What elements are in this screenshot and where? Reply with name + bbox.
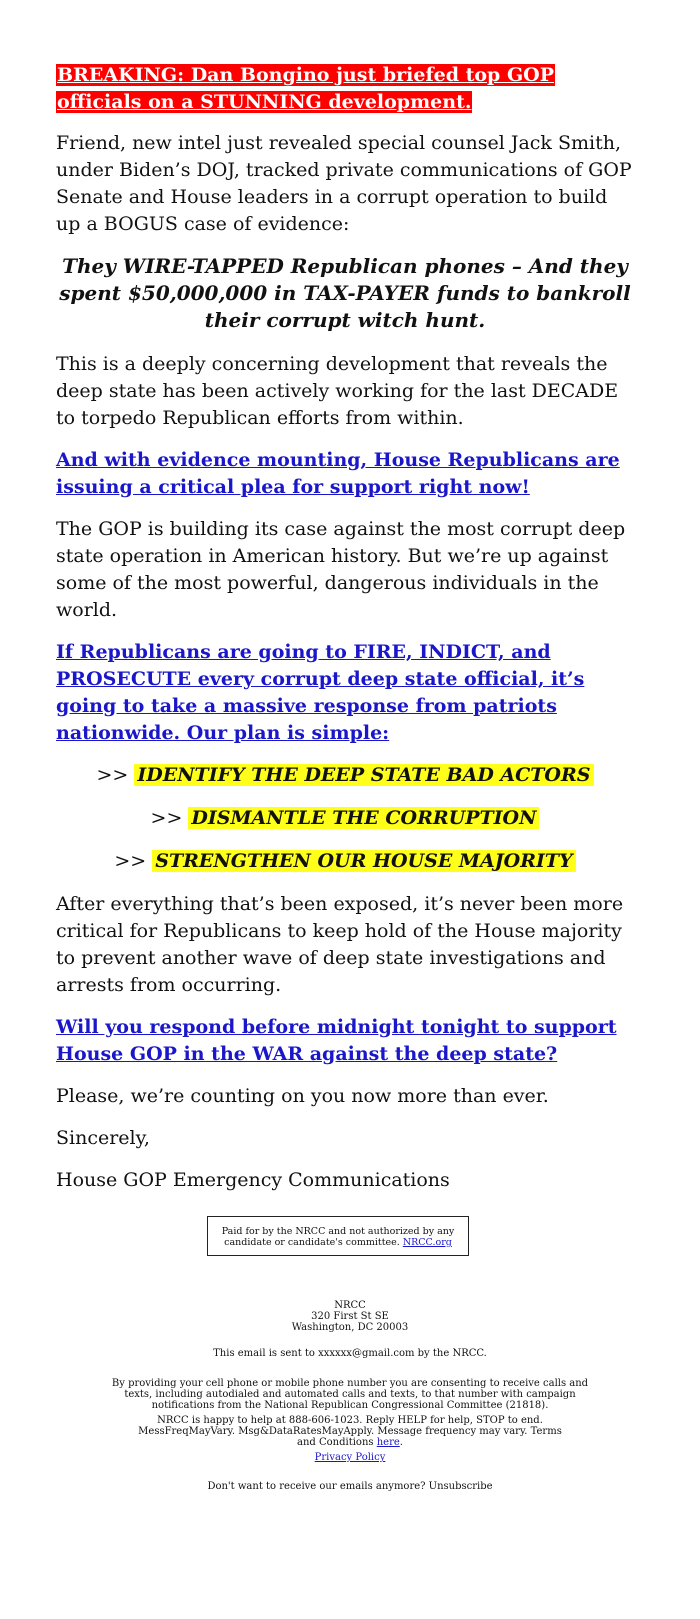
paid-for-text: Paid for by the NRCC and not authorized by any candidate or candidate's committee. xyxy=(221,1226,455,1248)
paragraph-counting: Please, we’re counting on you now more than ever. xyxy=(56,1085,549,1107)
link-plan[interactable]: If Republicans are going to FIRE, INDICT, and PROSECUTE every corrupt deep state official, it’s going to take a massive response from patriots nationwide. Our plan is simple: xyxy=(56,641,585,744)
paragraph-house-majority: After everything that’s been exposed, it’s never been more critical for Republicans to keep hold of the House majority to prevent another wave of deep state investigations and arrests from occurring. xyxy=(56,893,624,996)
link-respond-midnight[interactable]: Will you respond before midnight tonight to support House GOP in the WAR against the deep state? xyxy=(56,1016,617,1065)
sent-to-notice: This email is sent to xxxxxx@gmail.com by the NRCC. xyxy=(213,1348,487,1359)
breaking-headline[interactable]: BREAKING: Dan Bongino just briefed top GOP officials on a STUNNING development. xyxy=(57,64,555,113)
headline-block xyxy=(56,62,634,116)
footer-address xyxy=(0,1300,700,1333)
paragraph-deep-state: This is a deeply concerning development that reveals the deep state has been actively working for the last DECADE to torpedo Republican efforts from within. xyxy=(56,353,619,429)
plan-text: IDENTIFY THE DEEP STATE BAD ACTORS xyxy=(134,764,593,786)
pull-quote: They WIRE-TAPPED Republican phones – And they spent $50,000,000 in TAX-PAYER funds to bankroll their corrupt witch hunt. xyxy=(59,254,631,332)
intro-paragraph: Friend, new intel just revealed special counsel Jack Smith, under Biden’s DOJ, tracked private communications of GOP Senate and House leaders in a corrupt operation to build up a BOGUS case of evidence: xyxy=(56,132,632,235)
plan-item-identify xyxy=(56,762,634,789)
arrow-marker: >> xyxy=(96,764,129,786)
arrow-marker: >> xyxy=(114,850,147,872)
consent-notice xyxy=(0,1378,700,1411)
plan-text: DISMANTLE THE CORRUPTION xyxy=(188,807,539,829)
address-line2: Washington, DC 20003 xyxy=(291,1322,409,1333)
arrow-marker: >> xyxy=(150,807,183,829)
plan-item-strengthen xyxy=(56,848,634,875)
email-body xyxy=(56,62,634,1209)
privacy-policy-link[interactable]: Privacy Policy xyxy=(314,1452,386,1463)
plan-text: STRENGTHEN OUR HOUSE MAJORITY xyxy=(152,850,575,872)
help-text-block: NRCC is happy to help at 888-606-1023. Reply HELP for help, STOP to end. MessFreqMayVary. Msg&DataRatesMayApply. Message frequency may vary. Terms and Conditions here. xyxy=(138,1415,562,1448)
paragraph-building-case: The GOP is building its case against the most corrupt deep state operation in American history. But we’re up against some of the most powerful, dangerous individuals in the world. xyxy=(56,518,626,621)
signoff: Sincerely, xyxy=(56,1127,150,1149)
address-line1: 320 First St SE xyxy=(311,1311,389,1322)
nrcc-link[interactable]: NRCC.org xyxy=(402,1237,452,1248)
plan-item-dismantle xyxy=(56,805,634,832)
org-name: NRCC xyxy=(334,1300,366,1311)
signature: House GOP Emergency Communications xyxy=(56,1169,450,1191)
help-text: NRCC is happy to help at 888-606-1023. Reply HELP for help, STOP to end. MessFreqMayVary. Msg&DataRatesMayApply. Message frequency may vary. Terms and Conditions xyxy=(138,1415,562,1448)
consent-text: By providing your cell phone or mobile phone number you are consenting to receive calls and texts, including autodialed and automated calls and texts, to that number with campaign notifications from the National Republican Congressional Committee (21818). xyxy=(111,1378,589,1411)
terms-link[interactable]: here xyxy=(376,1437,400,1448)
unsubscribe-notice[interactable]: Don't want to receive our emails anymore? Unsubscribe xyxy=(207,1481,493,1492)
help-notice xyxy=(0,1415,700,1448)
link-critical-plea[interactable]: And with evidence mounting, House Republicans are issuing a critical plea for support right now! xyxy=(56,449,620,498)
privacy-row xyxy=(0,1452,700,1463)
paid-for-box xyxy=(207,1216,469,1256)
